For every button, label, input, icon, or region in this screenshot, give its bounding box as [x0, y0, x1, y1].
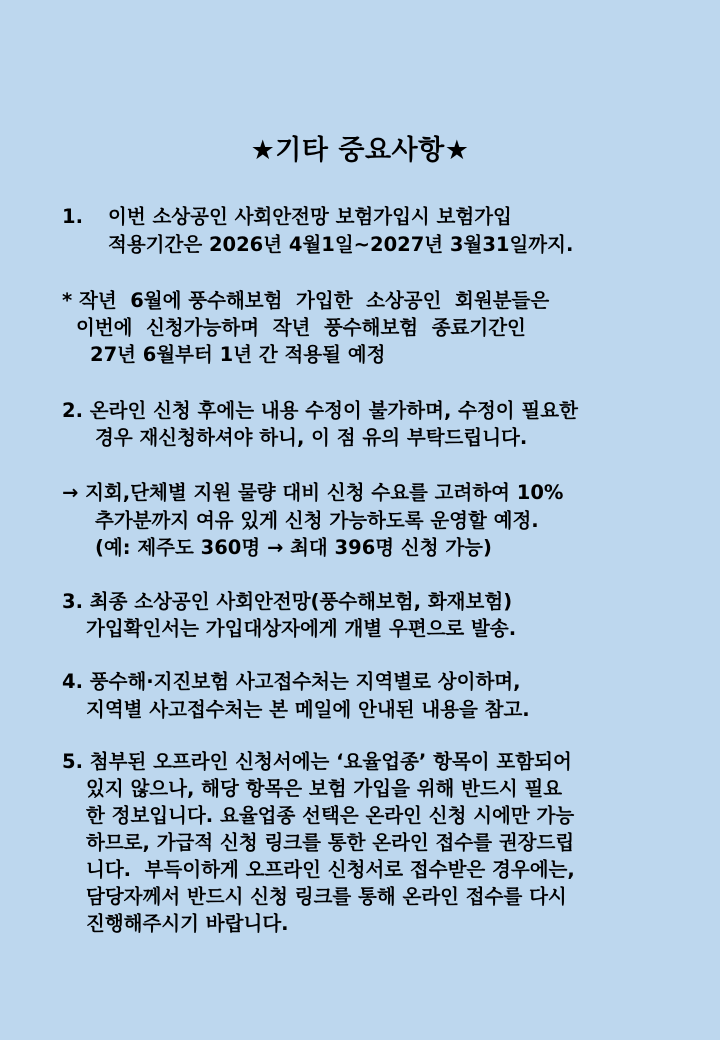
item-3-line: 3. 최종 소상공인 사회안전망(풍수해보험, 화재보험): [62, 590, 513, 613]
note-line: 이번에 신청가능하며 작년 풍수해보험 종료기간인: [76, 316, 526, 339]
arrow-note-line: (예: 제주도 360명 → 최대 396명 신청 가능): [95, 536, 492, 559]
item-2-line: 2. 온라인 신청 후에는 내용 수정이 불가하며, 수정이 필요한: [62, 399, 578, 422]
item-4-line: 4. 풍수해·지진보험 사고접수처는 지역별로 상이하며,: [62, 670, 521, 693]
page-title: ★기타 중요사항★: [250, 135, 470, 166]
item-1-line: 적용기간은 2026년 4월1일~2027년 3월31일까지.: [108, 233, 574, 256]
item-5-line: 진행해주시기 바랍니다.: [86, 912, 289, 935]
note-line: * 작년 6월에 풍수해보험 가입한 소상공인 회원분들은: [62, 289, 550, 312]
note-line: 27년 6월부터 1년 간 적용될 예정: [90, 343, 386, 366]
arrow-note-line: → 지회,단체별 지원 물량 대비 신청 수요를 고려하여 10%: [62, 481, 564, 504]
item-4-line: 지역별 사고접수처는 본 메일에 안내된 내용을 참고.: [86, 698, 530, 721]
item-5-line: 한 정보입니다. 요율업종 선택은 온라인 신청 시에만 가능: [86, 804, 575, 827]
item-1-line: 이번 소상공인 사회안전망 보험가입시 보험가입: [108, 205, 512, 228]
item-3-line: 가입확인서는 가입대상자에게 개별 우편으로 발송.: [86, 617, 517, 640]
item-5-line: 하므로, 가급적 신청 링크를 통한 온라인 접수를 권장드립: [86, 831, 575, 854]
arrow-note-line: 추가분까지 여유 있게 신청 가능하도록 운영할 예정.: [95, 509, 539, 532]
item-2-line: 경우 재신청하셔야 하니, 이 점 유의 부탁드립니다.: [95, 426, 528, 449]
item-1-number: 1.: [62, 205, 83, 228]
item-5-line: 있지 않으나, 해당 항목은 보험 가입을 위해 반드시 필요: [86, 777, 563, 800]
item-5-line: 5. 첨부된 오프라인 신청서에는 ‘요율업종’ 항목이 포함되어: [62, 750, 572, 773]
item-5-line: 니다. 부득이하게 오프라인 신청서로 접수받은 경우에는,: [86, 858, 575, 881]
item-5-line: 담당자께서 반드시 신청 링크를 통해 온라인 접수를 다시: [86, 885, 567, 908]
